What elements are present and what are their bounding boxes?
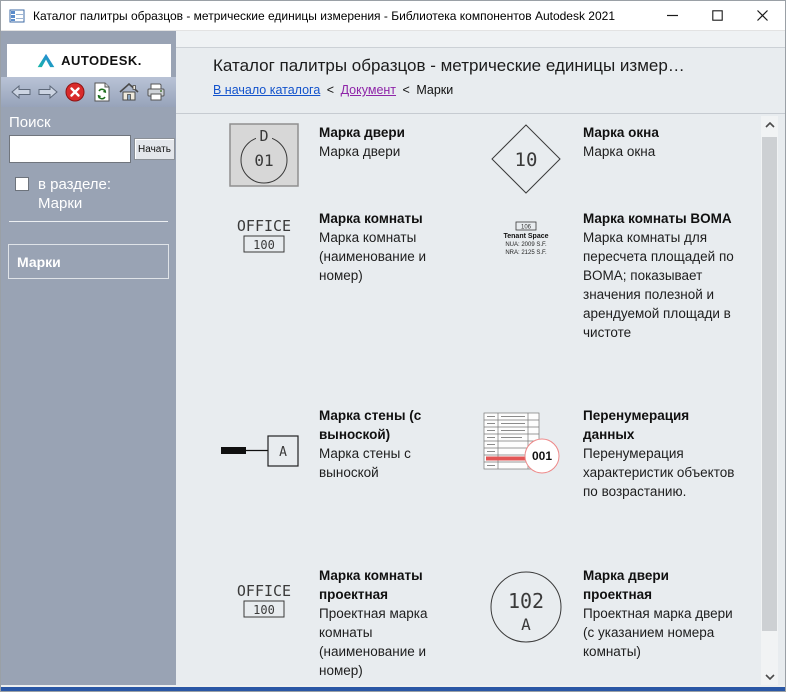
scroll-down-icon[interactable] xyxy=(761,668,778,685)
breadcrumb xyxy=(213,83,775,97)
breadcrumb-current: Марки xyxy=(416,83,454,97)
svg-text:102: 102 xyxy=(507,589,545,613)
content-top-strip xyxy=(176,31,785,48)
autodesk-mark-icon xyxy=(36,52,56,69)
svg-text:100: 100 xyxy=(252,603,275,617)
svg-text:Tenant Space: Tenant Space xyxy=(503,233,549,240)
stop-icon[interactable] xyxy=(63,81,87,103)
door-tag-icon[interactable] xyxy=(216,123,311,187)
breadcrumb-separator: < xyxy=(402,83,410,97)
forward-icon[interactable] xyxy=(36,81,60,103)
content-area xyxy=(176,31,785,685)
svg-text:NUA: 2009 S.F.: NUA: 2009 S.F. xyxy=(505,242,547,248)
scope-checkbox-label: в разделе: Марки xyxy=(38,176,112,212)
content-header xyxy=(176,48,785,114)
svg-text:NRA: 2125 S.F.: NRA: 2125 S.F. xyxy=(505,250,547,256)
item-description: Марка комнаты для пересчета площадей по BOMA; показывает значения полезной и арендуемой площади в чистоте xyxy=(583,230,734,340)
breadcrumb-document-link[interactable]: Документ xyxy=(340,83,397,97)
svg-text:100: 100 xyxy=(252,238,275,252)
maximize-button[interactable] xyxy=(695,1,740,30)
catalog-item xyxy=(319,406,469,482)
breadcrumb-home-link[interactable]: В начало каталога xyxy=(213,83,321,97)
search-input[interactable] xyxy=(9,135,131,163)
catalog-item xyxy=(319,209,469,285)
scope-checkbox[interactable] xyxy=(15,177,29,191)
catalog-item xyxy=(319,123,469,161)
nav-toolbar xyxy=(1,77,176,107)
page-title: Каталог палитры образцов - метрические единицы измер… xyxy=(213,56,685,75)
item-description: Перенумерация характеристик объектов по возрастанию. xyxy=(583,446,735,499)
catalog-list xyxy=(176,114,785,685)
item-description: Проектная марка комнаты (наименование и номер) xyxy=(319,606,428,678)
window-title: Каталог палитры образцов - метрические единицы измерения - Библиотека компонентов Autodesk 2021 xyxy=(33,8,616,23)
vertical-scrollbar[interactable] xyxy=(761,116,778,685)
item-description: Марка двери xyxy=(319,144,401,159)
boma-tag-icon[interactable] xyxy=(477,221,575,257)
item-description: Марка комнаты (наименование и номер) xyxy=(319,230,427,283)
item-title[interactable]: Марка окна xyxy=(583,125,659,140)
minimize-button[interactable] xyxy=(650,1,695,30)
room-tag-icon[interactable] xyxy=(216,217,311,257)
scrollbar-thumb[interactable] xyxy=(762,137,777,631)
catalog-item xyxy=(583,123,735,161)
catalog-item xyxy=(583,566,735,661)
print-icon[interactable] xyxy=(144,81,168,103)
item-title[interactable]: Перенумерация данных xyxy=(583,408,690,442)
titlebar xyxy=(1,1,785,31)
item-title[interactable]: Марка комнаты проектная xyxy=(319,568,423,602)
item-title[interactable]: Марка двери xyxy=(319,125,405,140)
svg-text:OFFICE: OFFICE xyxy=(236,217,291,235)
breadcrumb-separator: < xyxy=(326,83,335,97)
door-tag-project-icon[interactable] xyxy=(477,570,575,644)
window-tag-icon[interactable] xyxy=(477,123,575,195)
svg-text:10: 10 xyxy=(514,149,538,171)
refresh-icon[interactable] xyxy=(90,81,114,103)
catalog-item xyxy=(319,566,469,680)
sidebar-divider xyxy=(9,221,168,222)
item-description: Марка окна xyxy=(583,144,656,159)
item-title[interactable]: Марка комнаты xyxy=(319,211,423,226)
svg-text:106: 106 xyxy=(520,224,532,231)
back-icon[interactable] xyxy=(9,81,33,103)
scroll-up-icon[interactable] xyxy=(761,116,778,133)
item-title[interactable]: Марка комнаты BOMA xyxy=(583,211,732,226)
svg-text:01: 01 xyxy=(253,151,274,170)
search-label: Поиск xyxy=(9,114,51,131)
wall-tag-icon[interactable] xyxy=(216,430,311,474)
item-title[interactable]: Марка двери проектная xyxy=(583,568,669,602)
taskbar-strip xyxy=(1,685,785,691)
svg-text:A: A xyxy=(521,615,531,634)
autodesk-logo xyxy=(7,44,171,77)
catalog-item xyxy=(583,406,735,501)
scope-checkbox-row xyxy=(15,175,176,213)
sidebar-section-marks[interactable] xyxy=(8,244,169,279)
sidebar-section-label: Марки xyxy=(17,253,61,270)
item-description: Проектная марка двери (с указанием номера комнаты) xyxy=(583,606,733,659)
sidebar xyxy=(1,31,176,685)
svg-text:OFFICE: OFFICE xyxy=(236,582,291,600)
autodesk-logo-text: AUTODESK. xyxy=(61,53,142,68)
svg-text:A: A xyxy=(278,445,287,460)
item-title[interactable]: Марка стены (с выноской) xyxy=(319,408,422,442)
catalog-item xyxy=(583,209,735,342)
svg-text:001: 001 xyxy=(531,449,553,463)
renumber-icon[interactable] xyxy=(477,412,575,478)
close-button[interactable] xyxy=(740,1,785,30)
room-tag-project-icon[interactable] xyxy=(216,582,311,622)
svg-text:D: D xyxy=(258,127,269,145)
home-icon[interactable] xyxy=(117,81,141,103)
item-description: Марка стены с выноской xyxy=(319,446,411,480)
search-start-button[interactable]: Начать xyxy=(134,138,175,160)
app-icon xyxy=(9,8,25,24)
